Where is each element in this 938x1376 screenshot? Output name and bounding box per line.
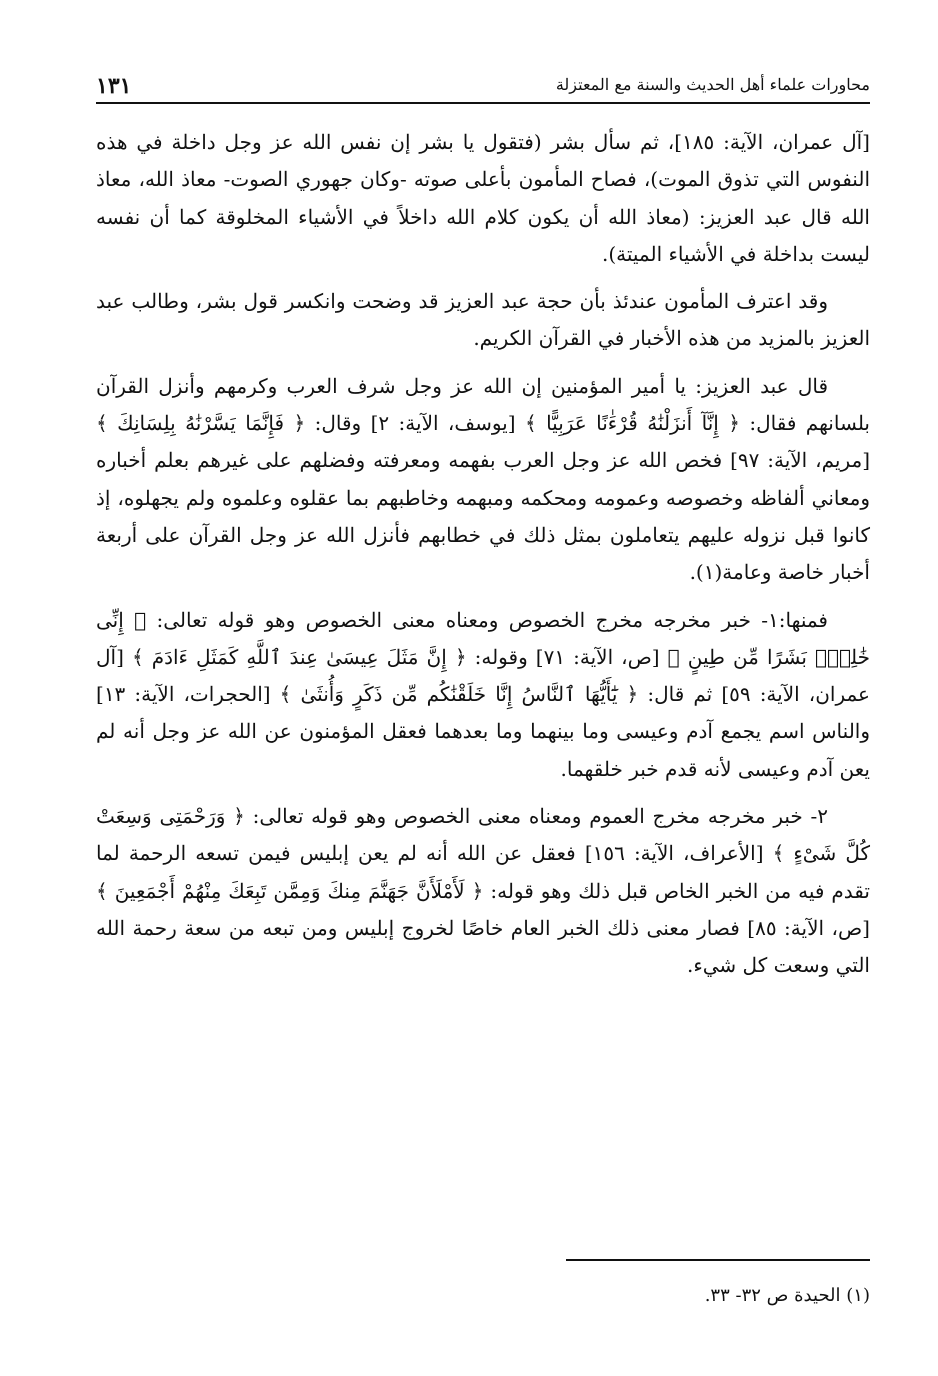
page-header: [96, 68, 870, 104]
paragraph-5: ٢- خبر مخرجه مخرج العموم ومعناه معنى الخصوص وهو قوله تعالى: ﴿ وَرَحْمَتِى وَسِعَتْ كُلَّ شَىْءٍ ﴾ [الأعراف، الآية: ١٥٦] فعقل عن الله أنه لم يعن إبليس فيمن تسعه الرحمة لما تقدم فيه من الخبر الخاص قبل ذلك وهو قوله: ﴿ لَأَمْلَأَنَّ جَهَنَّمَ مِنكَ وَمِمَّن تَبِعَكَ مِنْهُمْ أَجْمَعِينَ ﴾ [ص، الآية: ٨٥] فصار معنى ذلك الخبر العام خاصًا لخروج إبليس ومن تبعه من سعة رحمة الله التي وسعت كل شيء.: [96, 804, 870, 978]
footnote: (١) الحيدة ص ٣٢- ٣٣.: [704, 1285, 870, 1306]
paragraph-2: وقد اعترف المأمون عندئذ بأن حجة عبد العزيز قد وضحت وانكسر قول بشر، وطالب عبد العزيز بالمزيد من هذه الأخبار في القرآن الكريم.: [96, 289, 870, 351]
paragraph-1: [آل عمران، الآية: ١٨٥]، ثم سأل بشر (فتقول يا بشر إن نفس الله عز وجل داخلة في هذه النفوس التي تذوق الموت)، فصاح المأمون بأعلى صوته -وكان جهوري الصوت- معاذ الله، معاذ الله قال عبد العزيز: (معاذ الله أن يكون كلام الله داخلاً في الأشياء المخلوقة كما أن نفسه ليست بداخلة في الأشياء الميتة).: [96, 130, 870, 266]
page-number: ١٣١: [96, 73, 132, 99]
body-text: [96, 124, 870, 995]
paragraph-4: فمنها:١- خبر مخرجه مخرج الخصوص ومعناه معنى الخصوص وهو قوله تعالى: ﴿ إِنِّى خَٰلِقٌۢ بَشَرًا مِّن طِينٍ ﴾ [ص، الآية: ٧١] وقوله: ﴿ إِنَّ مَثَلَ عِيسَىٰ عِندَ ٱللَّهِ كَمَثَلِ ءَادَمَ ﴾ [آل عمران، الآية: ٥٩] ثم قال: ﴿ يَٰٓأَيُّهَا ٱلنَّاسُ إِنَّا خَلَقْنَٰكُم مِّن ذَكَرٍ وَأُنثَىٰ ﴾ [الحجرات، الآية: ١٣] والناس اسم يجمع آدم وعيسى وما بينهما وما بعدهما فعقل المؤمنون عن الله عز وجل أنه لم يعن آدم وعيسى لأنه قدم خبر خلقهما.: [96, 607, 870, 781]
paragraph-3: قال عبد العزيز: يا أمير المؤمنين إن الله عز وجل شرف العرب وكرمهم وأنزل القرآن بلسانهم فقال: ﴿ إِنَّآ أَنزَلْنَٰهُ قُرْءَٰنًا عَرَبِيًّا ﴾ [يوسف، الآية: ٢] وقال: ﴿ فَإِنَّمَا يَسَّرْنَٰهُ بِلِسَانِكَ ﴾ [مريم، الآية: ٩٧] فخص الله عز وجل العرب بفهمه ومعرفته وفضلهم على غيرهم بعلم أخباره ومعاني ألفاظه وخصوصه وعمومه ومحكمه ومبهمه وخاطبهم بما عقلوه وعلموه ولم يجهلوه، إذ كانوا قبل نزوله عليهم يتعاملون بمثل ذلك في خطابهم فأنزل الله عز وجل القرآن على أربعة أخبار خاصة وعامة(١).: [96, 373, 870, 585]
running-title: محاورات علماء أهل الحديث والسنة مع المعتزلة: [555, 75, 870, 94]
footnote-divider: [566, 1259, 870, 1261]
